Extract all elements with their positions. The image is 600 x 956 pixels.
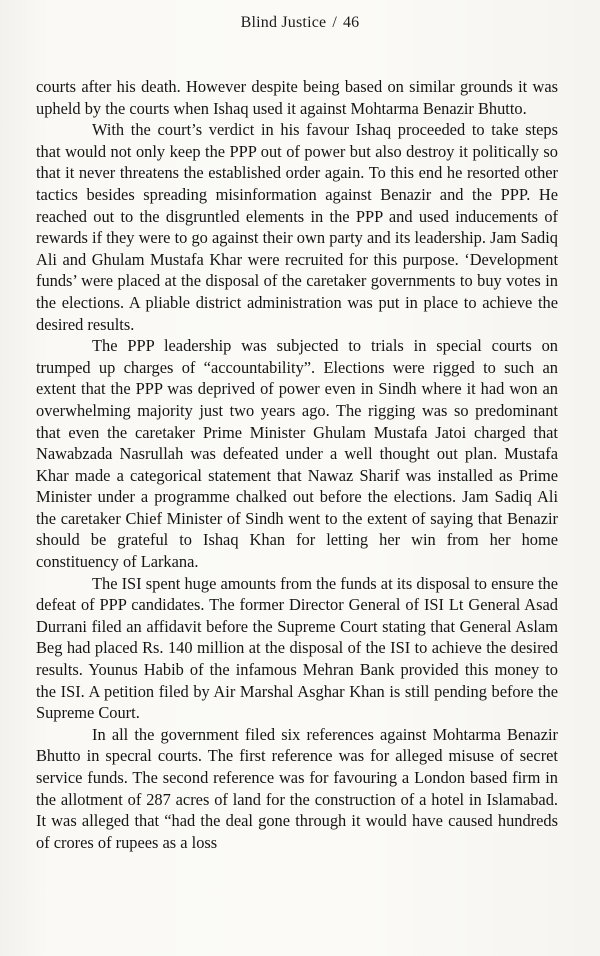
paragraph: In all the government filed six references against Mohtarma Benazir Bhutto in specral courts. The first reference was for alleged misuse of secret service funds. The second reference was for favouring a London based firm in the allotment of 287 acres of land for the construction of a hotel in Islamabad. It was alleged that “had the deal gone through it would have caused hundreds of crores of rupees as a loss — [36, 724, 558, 852]
header-separator: / — [332, 14, 337, 31]
running-header — [0, 14, 600, 32]
book-title: Blind Justice — [240, 14, 327, 31]
body-text — [36, 76, 558, 853]
paragraph: With the court’s verdict in his favour Ishaq proceeded to take steps that would not only keep the PPP out of power but also destroy it politically so that it never threatens the established order again. To this end he resorted other tactics besides spreading misinformation against Benazir and the PPP. He reached out to the disgruntled elements in the PPP and used inducements of rewards if they were to go against their own party and its leadership. Jam Sadiq Ali and Ghulam Mustafa Khar were recruited for this purpose. ‘Development funds’ were placed at the disposal of the caretaker governments to buy votes in the elections. A pliable district administration was put in place to achieve the desired results. — [36, 120, 558, 334]
page-number: 46 — [342, 14, 360, 31]
paragraph: The ISI spent huge amounts from the funds at its disposal to ensure the defeat of PPP candidates. The former Director General of ISI Lt General Asad Durrani filed an affidavit before the Supreme Court stating that General Aslam Beg had placed Rs. 140 million at the disposal of the ISI to achieve the desired results. Younus Habib of the infamous Mehran Bank provided this money to the ISI. A petition filed by Air Marshal Asghar Khan is still pending before the Supreme Court. — [36, 573, 558, 723]
paragraph-continuation: courts after his death. However despite being based on similar grounds it was upheld by the courts when Ishaq used it against Mohtarma Benazir Bhutto. — [36, 77, 558, 118]
paragraph: The PPP leadership was subjected to trials in special courts on trumped up charges of “accountability”. Elections were rigged to such an extent that the PPP was deprived of power even in Sindh where it had won an overwhelming majority just two years ago. The rigging was so predominant that even the caretaker Prime Minister Ghulam Mustafa Jatoi charged that Nawabzada Nasrullah was defeated under a well thought out plan. Mustafa Khar made a categorical statement that Nawaz Sharif was installed as Prime Minister under a programme chalked out before the elections. Jam Sadiq Ali the caretaker Chief Minister of Sindh went to the extent of saying that Benazir should be grateful to Ishaq Khan for letting her win from her home constituency of Larkana. — [36, 336, 558, 572]
